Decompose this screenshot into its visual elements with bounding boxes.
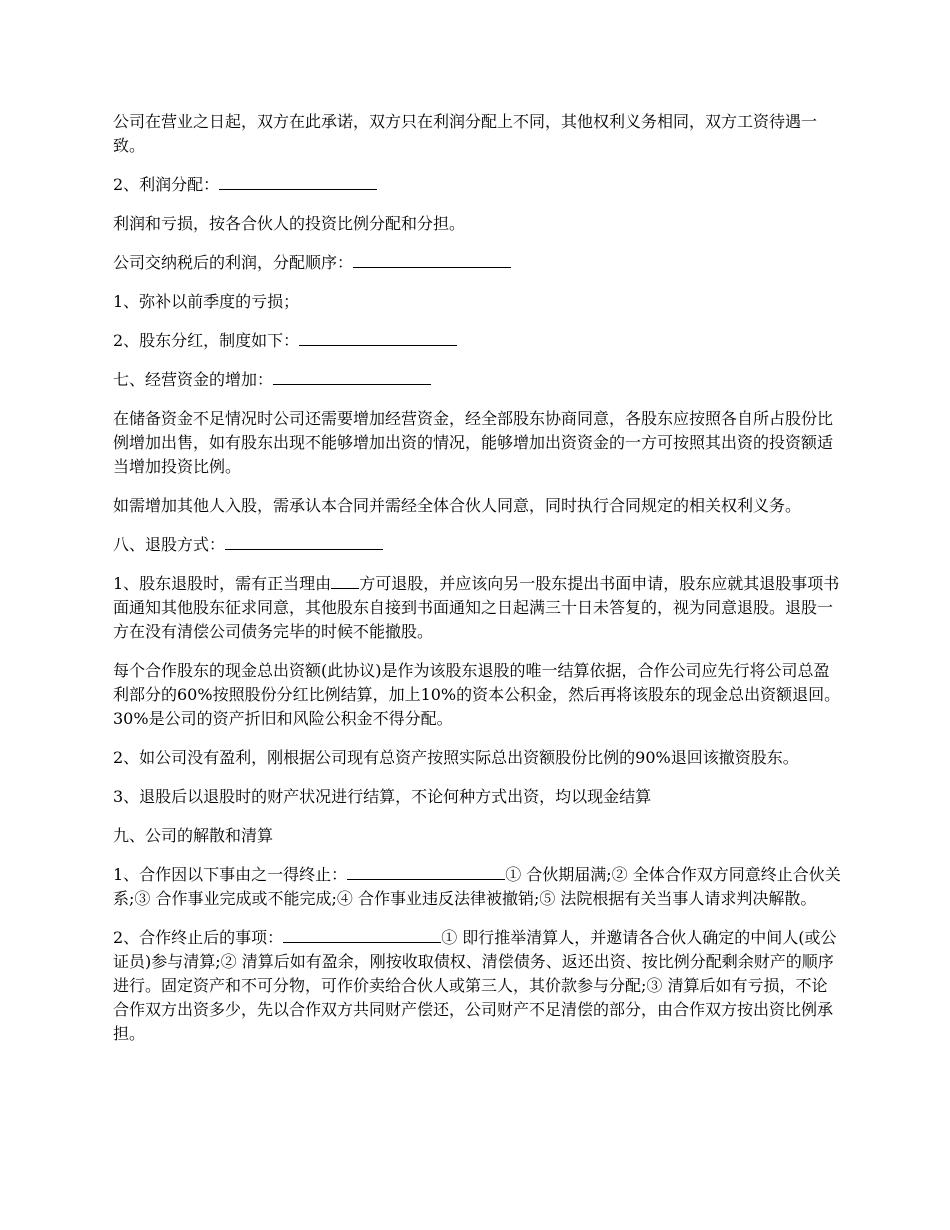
paragraph-new-shareholders: 如需增加其他人入股，需承认本合同并需经全体合伙人同意，同时执行合同规定的相关权利义务。 [113, 496, 802, 515]
heading-capital-increase: 七、经营资金的增加： [113, 368, 843, 392]
paragraph-profit-loss: 利润和亏损，按各合伙人的投资比例分配和分担。 [113, 214, 466, 233]
paragraph-reserve-funds: 在储备资金不足情况时公司还需要增加经营资金，经全部股东协商同意，各股东应按照各自所占股份比例增加出售，如有股东出现不能够增加出资的情况，能够增加出资资金的一方可按照其出资的投资额适当增加投资比例。 [113, 409, 834, 476]
fill-in-blank [347, 865, 505, 880]
paragraph-cover-losses: 1、弥补以前季度的亏损； [113, 292, 300, 311]
paragraph-cash-settlement: 3、退股后以退股时的财产状况进行结算，不论何种方式出资，均以现金结算 [113, 787, 652, 806]
paragraph-distribution-order: 公司交纳税后的利润，分配顺序： [113, 251, 843, 275]
paragraph-dividends: 2、股东分红，制度如下： [113, 329, 843, 353]
document-page [113, 110, 843, 1061]
paragraph-termination-causes: 1、合作因以下事由之一得终止： ① 合伙期届满;② 全体合作双方同意终止合伙关系;③ 合作事业完成或不能完成;④ 合作事业违反法律被撤销;⑤ 法院根据有关当事人请求判决解散。 [113, 865, 841, 908]
paragraph-settlement-basis: 每个合作股东的现金总出资额(此协议)是作为该股东退股的唯一结算依据，合作公司应先行将公司总盈利部分的60%按照股份分红比例结算，加上10%的资本公积金，然后再将该股东的现金总出资额退回。30%是公司的资产折旧和风险公积金不得分配。 [113, 661, 841, 728]
paragraph-wages: 公司在营业之日起，双方在此承诺，双方只在利润分配上不同，其他权利义务相同，双方工资待遇一致。 [113, 112, 818, 155]
fill-in-blank [219, 175, 377, 190]
paragraph-withdrawal-procedure: 1、股东退股时，需有正当理由 方可退股，并应该向另一股东提出书面申请，股东应就其退股事项书面通知其他股东征求同意，其他股东自接到书面通知之日起满三十日未答复的，视为同意退股。退股一方在没有清偿公司债务完毕的时候不能撤股。 [113, 574, 840, 641]
fill-in-blank [331, 574, 359, 589]
fill-in-blank [273, 370, 431, 385]
paragraph-profit-distribution: 2、利润分配： [113, 173, 843, 197]
fill-in-blank [299, 331, 457, 346]
fill-in-blank [353, 253, 511, 268]
heading-dissolution: 九、公司的解散和清算 [113, 826, 274, 845]
fill-in-blank [283, 928, 441, 943]
fill-in-blank [225, 535, 383, 550]
heading-withdrawal: 八、退股方式： [113, 533, 843, 557]
paragraph-termination-matters: 2、合作终止后的事项： ① 即行推举清算人，并邀请各合伙人确定的中间人(或公证员)参与清算;② 清算后如有盈余，刚按收取债权、清偿债务、返还出资、按比例分配剩余财产的顺序进行。固定资产和不可分物，可作价卖给合伙人或第三人，其价款参与分配;③ 清算后如有亏损，不论合作双方出资多少，先以合作双方共同财产偿还，公司财产不足清偿的部分，由合作双方按出资比例承担。 [113, 928, 837, 1043]
paragraph-no-profit: 2、如公司没有盈利，刚根据公司现有总资产按照实际总出资额股份比例的90%退回该撤资股东。 [113, 748, 799, 767]
